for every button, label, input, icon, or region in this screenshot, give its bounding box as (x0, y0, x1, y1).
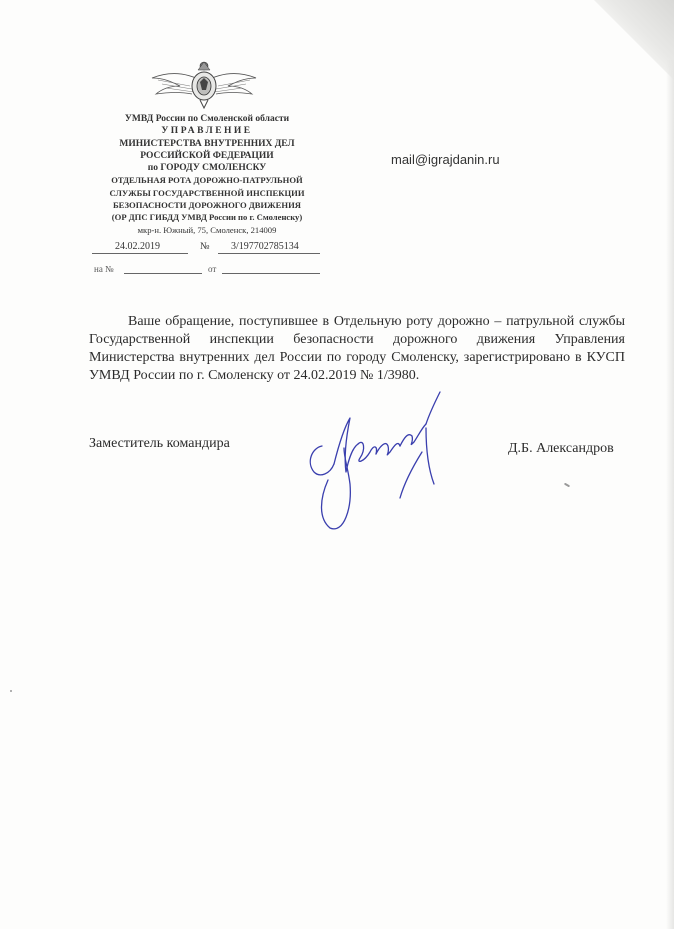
sender-letterhead (82, 113, 332, 236)
letterhead-line: (ОР ДПС ГИБДД УМВД России по г. Смоленску) (111, 212, 303, 223)
date-underline (92, 253, 188, 254)
mvd-emblem-icon (150, 56, 258, 110)
scan-speck (10, 690, 12, 692)
handwritten-signature (300, 388, 450, 538)
scan-speck (564, 483, 570, 488)
letterhead-line: УМВД России по Смоленской области (124, 114, 290, 124)
letterhead-address: мкр-н. Южный, 75, Смоленск, 214009 (137, 224, 277, 235)
letterhead-line: по ГОРОДУ СМОЛЕНСКУ (147, 163, 267, 174)
letterhead-line: РОССИЙСКОЙ ФЕДЕРАЦИИ (140, 150, 274, 161)
letterhead-line: УПРАВЛЕНИЕ (161, 126, 253, 137)
reference-number-underline (124, 273, 202, 274)
reference-date-underline (222, 273, 320, 274)
registration-number: 3/197702785134 (231, 241, 299, 252)
signatory-position: Заместитель командира (89, 436, 230, 451)
page-edge-shadow (666, 60, 674, 929)
letterhead-line: ОТДЕЛЬНАЯ РОТА ДОРОЖНО-ПАТРУЛЬНОЙ (111, 175, 303, 186)
signatory-name: Д.Б. Александров (508, 441, 614, 456)
number-underline (218, 253, 320, 254)
registration-number-label: № (200, 241, 210, 252)
letter-body: Ваше обращение, поступившее в Отдельную роту дорожно – патрульной службы Государственной инспекции безопасности дорожного движения Управления Министерства внутренних дел России по городу Смоленску, зарегистрировано в КУСП УМВД России по г. Смоленску от 24.02.2019 № 1/3980. (89, 314, 625, 383)
registration-date: 24.02.2019 (115, 241, 160, 252)
folded-corner (594, 0, 674, 80)
reference-number-label: на № (94, 264, 114, 274)
letterhead-line: МИНИСТЕРСТВА ВНУТРЕННИХ ДЕЛ (119, 138, 295, 149)
recipient-email: mail@igrajdanin.ru (391, 152, 500, 167)
reference-date-label: от (208, 264, 217, 274)
letterhead-line: БЕЗОПАСНОСТИ ДОРОЖНОГО ДВИЖЕНИЯ (112, 200, 301, 211)
letterhead-line: СЛУЖБЫ ГОСУДАРСТВЕННОЙ ИНСПЕКЦИИ (109, 187, 305, 198)
